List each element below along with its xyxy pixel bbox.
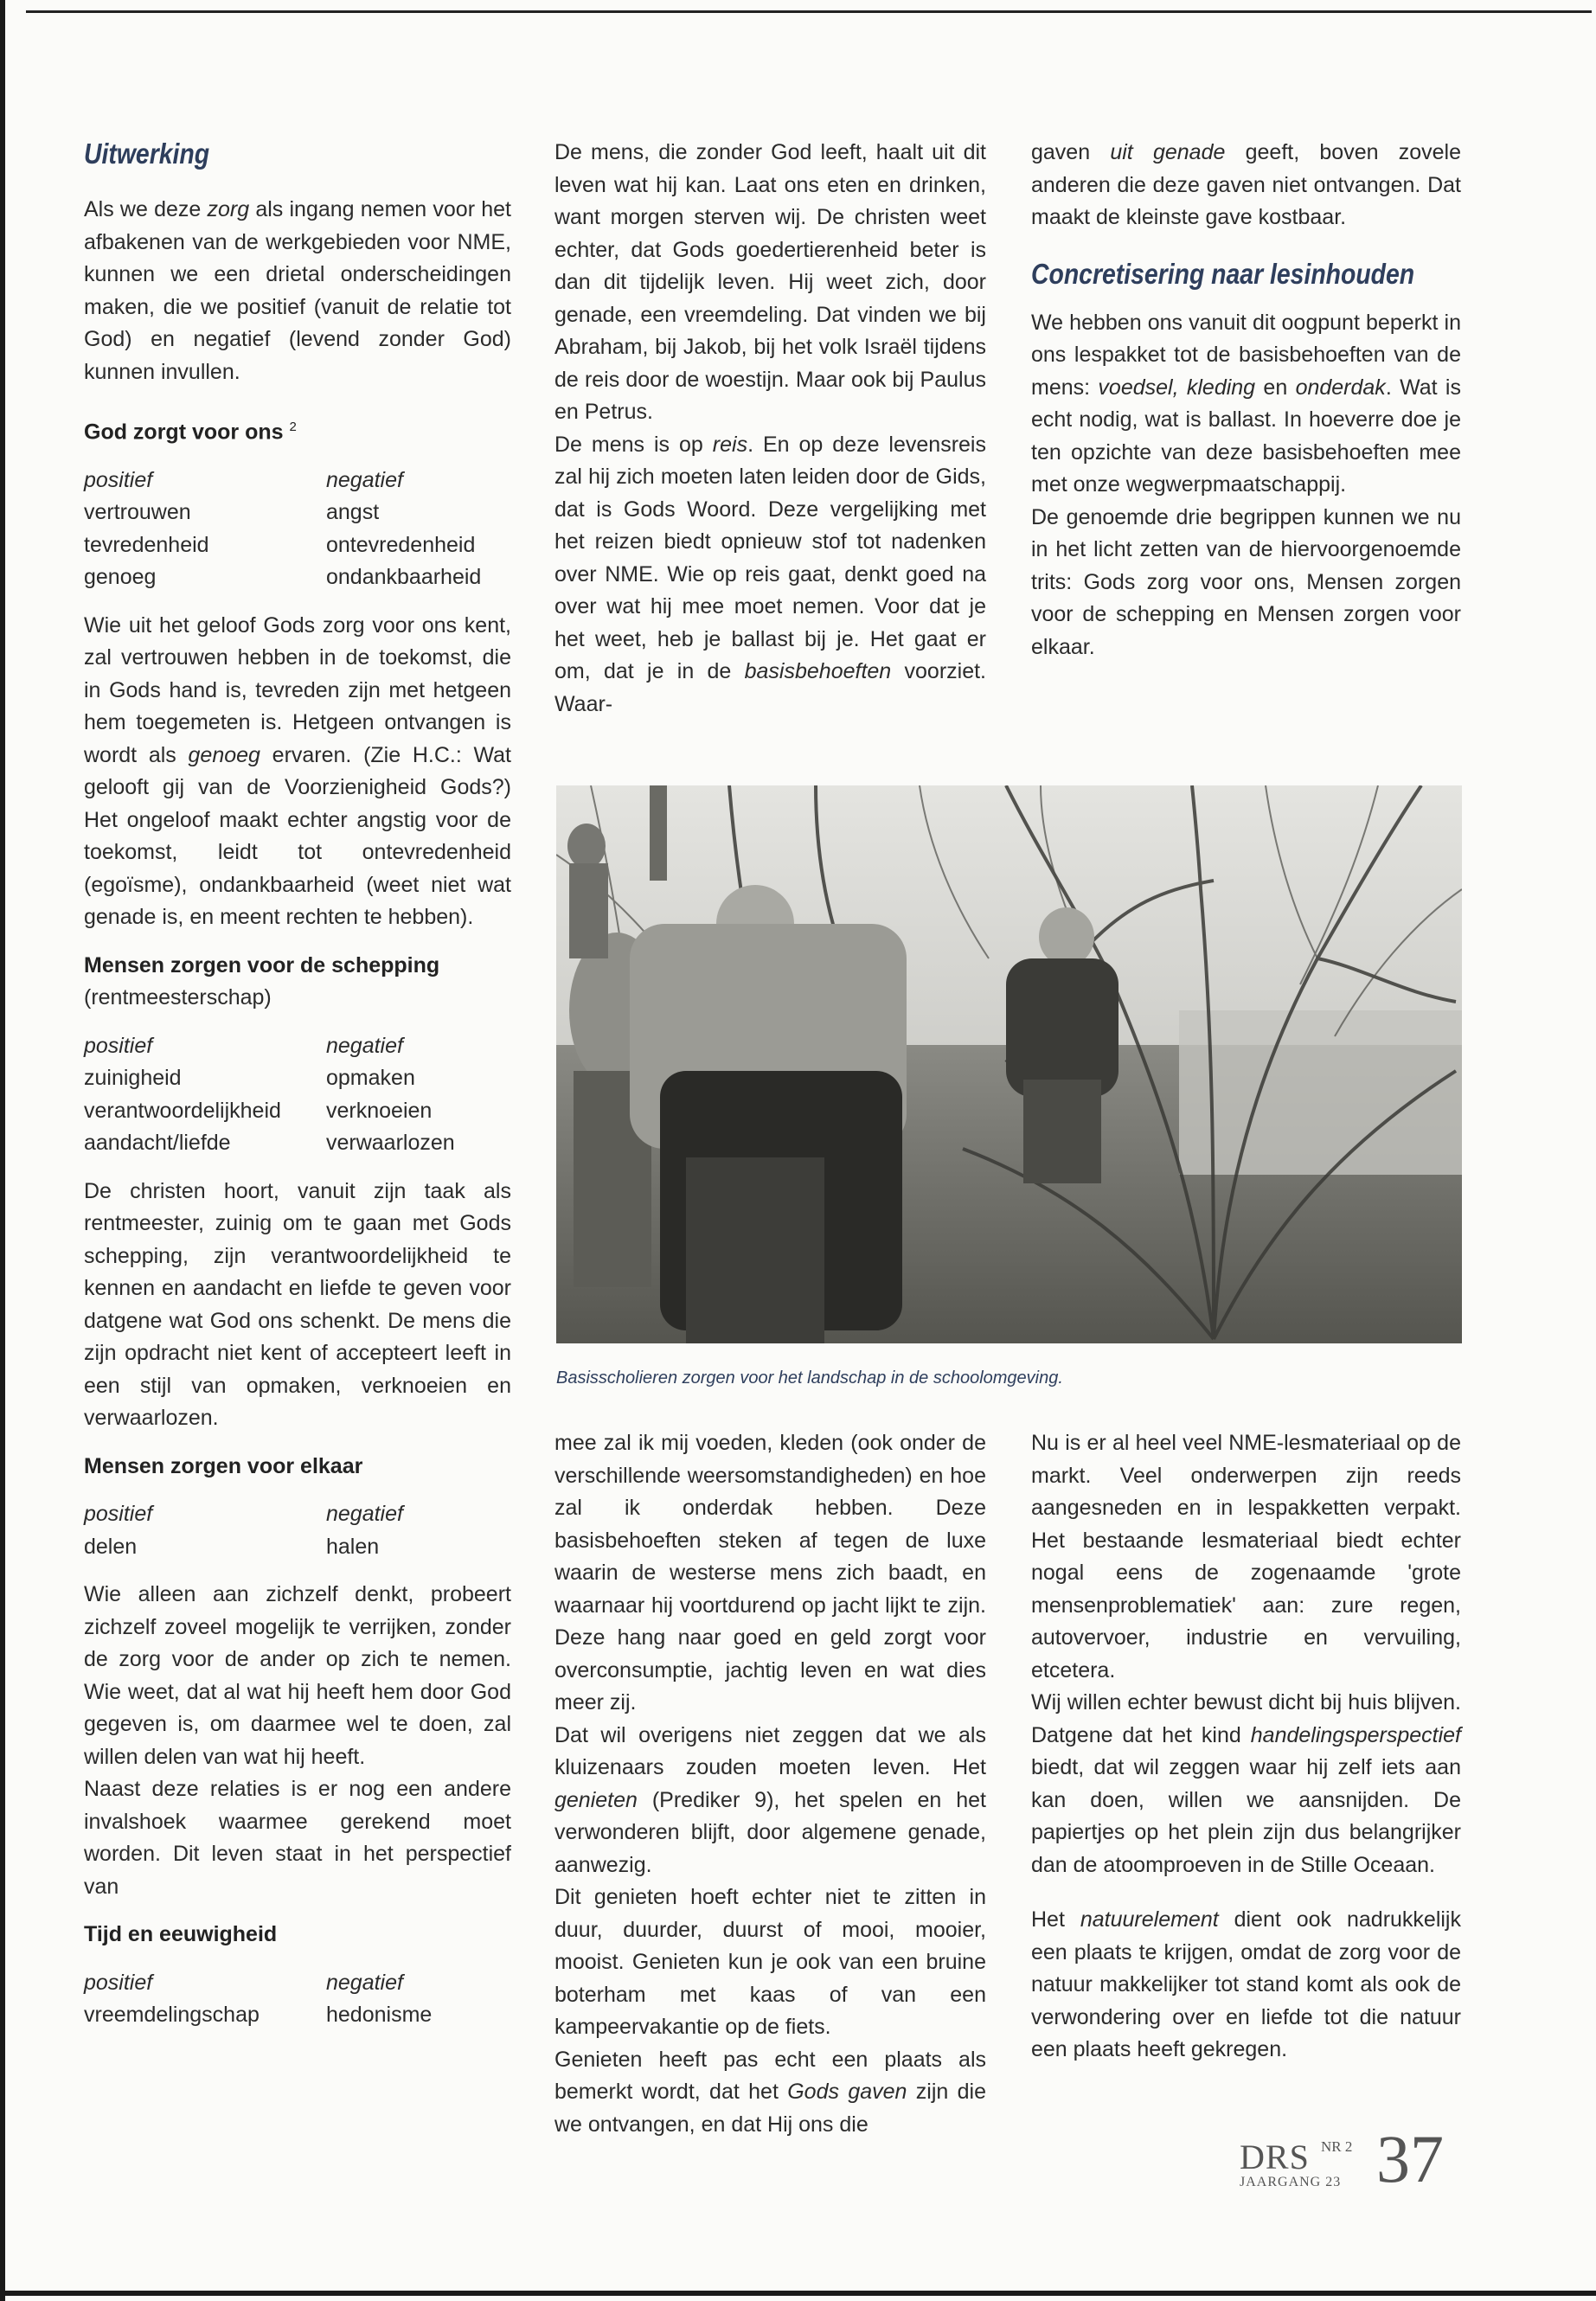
magazine-name: DRS [1240,2138,1310,2176]
paragraph-trits: De genoemde drie begrippen kunnen we nu in het licht zetten van de hiervoorgenoemde trits: Gods zorg voor ons, Mensen zorgen voor de schepping en Mensen zorgen voor elkaar. [1031,504,1461,659]
subheading-tijd-eeuwigheid: Tijd en eeuwigheid [84,1922,278,1947]
photo-caption: Basisscholieren zorgen voor het landschap in de schoolomgeving. [556,1368,1063,1388]
paragraph-gaven: gaven uit genade geeft, boven zovele anderen die deze gaven niet ontvangen. Dat maakt de kleinste gave kostbaar. [1031,140,1461,229]
pairs-cell-positive: aandacht/liefde [84,1131,231,1156]
pairs-cell-positive: positief [84,467,153,492]
paragraph-nme-lesmateriaal: Nu is er al heel veel NME-lesmateriaal op de markt. Veel onderwerpen zijn reeds aangesneden en in lespakketten verpakt. Het bestaande lesmateriaal biedt echter nogal eens de zogenaamde 'grote mensenproblematiek' aan: zure regen, autovervoer, industrie en vervuiling, etcetera. [1031,1431,1461,1682]
photo-illustration [556,785,1462,1343]
pairs-header-row [84,1967,511,2000]
section-heading-concretisering: Concretisering naar lesinhouden [1031,257,1415,290]
page-footer [1240,2121,1465,2197]
column-1 [84,137,511,2032]
pairs-cell-negative: angst [326,500,380,525]
pairs-row [84,497,511,529]
pairs-cell-negative: negatief [326,1502,403,1527]
pairs-cell-negative: negatief [326,1970,403,1995]
pairs-table-god-zorgt [84,465,511,594]
paragraph-schepping: De christen hoort, vanuit zijn taak als rentmeester, zuinig om te gaan met Gods schepping, zijn verantwoordelijkheid te kennen en aandacht en liefde te geven voor datgene wat God ons schenkt. De mens die zijn opdracht niet kent of accepteert leeft in een stijl van opmaken, verknoeien en verwaarlozen. [84,1178,511,1431]
subheading-elkaar: Mensen zorgen voor elkaar [84,1453,363,1478]
paragraph-zonder-god: De mens, die zonder God leeft, haalt uit dit leven wat hij kan. Laat ons eten en drinken, want morgen sterven wij. De christen weet echter, dat Gods goedertierenheid beter is dan dit tijdelijk leven. Hij weet zich, door genade, een vreemdeling. Dat vinden we bij Abraham, bij Jakob, bij het volk Israël tijdens de reis door de woestijn. Maar ook bij Paulus en Petrus. [554,140,986,424]
pairs-cell-negative: verwaarlozen [326,1131,455,1156]
intro-paragraph: Als we deze zorg als ingang nemen voor het afbakenen van de werkgebieden voor NME, kunnen we een drietal onderscheidingen maken, die we positief (vanuit de relatie tot God) en negatief (levend zonder God) kunnen invullen. [84,197,511,384]
pairs-cell-negative: halen [326,1534,380,1559]
column-3-bottom [1031,1427,1461,2067]
paragraph-kluizenaars: Dat wil overigens niet zeggen dat we als kluizenaars zouden moeten leven. Het genieten (Prediker 9), het spelen en het verwonderen blijft, door algemene genade, aanwezig. [554,1722,986,1877]
pairs-cell-positive: vreemdelingschap [84,2003,260,2028]
footnote-marker: 2 [289,420,297,434]
paragraph-gods-gaven: Genieten heeft pas echt een plaats als bemerkt wordt, dat het Gods gaven zijn die we ontvangen, en dat Hij ons die [554,2047,986,2137]
pairs-row [84,1531,511,1564]
pairs-cell-negative: opmaken [326,1066,415,1091]
paragraph-natuurelement: Het natuurelement dient ook nadrukkelijk een plaats te krijgen, omdat de zorg voor de natuur makkelijker tot stand komt als ook de verwondering over en liefde tot die natuur een plaats heeft gekregen. [1031,1907,1461,2061]
pairs-table-schepping [84,1030,511,1160]
section-heading-uitwerking: Uitwerking [84,138,210,170]
paragraph-genieten: Dit genieten hoeft echter niet te zitten in duur, duurder, duurst of mooi, mooier, mooist. Genieten kun je ook van een bruine boterham met kaas of van een kampeervakantie op de fiets. [554,1885,986,2039]
paragraph-reis: De mens is op reis. En op deze levensreis zal hij zich moeten laten leiden door de Gids, dat is Gods Woord. Deze vergelijking met het reizen biedt opnieuw stof tot nadenken over NME. Wie op reis gaat, denkt goed na over wat hij mee moet nemen. Voor dat je het weet, heb je ballast bij je. Het gaat er om, dat je in de basisbehoeften voorziet. Waar- [554,432,986,716]
subtitle-rentmeesterschap: (rentmeesterschap) [84,985,272,1010]
subheading-schepping: Mensen zorgen voor de schepping [84,952,440,977]
photo-children-landscape [556,785,1462,1343]
pairs-cell-negative: ontevredenheid [326,532,476,557]
paragraph-lespakket: We hebben ons vanuit dit oogpunt beperkt in ons lespakket tot de basisbehoeften van de mens: voedsel, kleding en onderdak. Wat is echt nodig, wat is ballast. In hoeverre doe je ten opzichte van deze basisbehoeften mee met onze wegwerpmaatschappij. [1031,310,1461,497]
pairs-cell-negative: negatief [326,467,403,492]
pairs-table-tijd [84,1967,511,2032]
pairs-cell-positive: positief [84,1033,153,1058]
pairs-cell-positive: vertrouwen [84,500,191,525]
top-rule [26,10,1592,13]
pairs-cell-positive: verantwoordelijkheid [84,1098,281,1123]
pairs-row [84,1127,511,1160]
pairs-header-row [84,1030,511,1063]
pairs-cell-positive: genoeg [84,565,157,590]
column-3-top [1031,137,1461,663]
pairs-cell-negative: hedonisme [326,2003,433,2028]
pairs-header-row [84,465,511,497]
pairs-cell-negative: verknoeien [326,1098,433,1123]
pairs-row [84,1999,511,2032]
pairs-cell-positive: zuinigheid [84,1066,182,1091]
paragraph-dicht-bij-huis: Wij willen echter bewust dicht bij huis blijven. Datgene dat het kind handelingsperspectief biedt, dat wil zeggen waar hij zelf iets aan kan doen, willen we aansnijden. De papiertjes op het plein zijn dus belangrijker dan de atoomproeven in de Stille Oceaan. [1031,1690,1461,1877]
pairs-cell-negative: ondankbaarheid [326,565,482,590]
page-number: 37 [1376,2121,1444,2196]
pairs-row [84,561,511,594]
pairs-cell-negative: negatief [326,1033,403,1058]
pairs-cell-positive: delen [84,1534,138,1559]
paragraph-god-zorgt: Wie uit het geloof Gods zorg voor ons kent, zal vertrouwen hebben in de toekomst, die in Gods hand is, tevreden zijn met hetgeen hem toegemeten is. Hetgeen ontvangen is wordt als genoeg ervaren. (Zie H.C.: Wat gelooft gij van de Voorzienigheid Gods?) Het ongeloof maakt echter angstig voor de toekomst, leidt tot ontevredenheid (egoïsme), ondankbaarheid (weet niet wat genade is, en meent rechten te hebben). [84,612,512,930]
issue-number: NR 2 [1321,2138,1353,2155]
pairs-header-row [84,1498,511,1531]
paragraph-invalshoek: Naast deze relaties is er nog een andere invalshoek waarmee gerekend moet worden. Dit leven staat in het perspectief van [84,1777,511,1899]
bottom-rule [0,2291,1596,2296]
paragraph-basisbehoeften: mee zal ik mij voeden, kleden (ook onder de verschillende weersomstandigheden) en hoe zal ik onderdak hebben. Deze basisbehoeften steken af tegen de luxe waarin de westerse mens zich baadt, en waarnaar hij voortdurend op jacht lijkt te zijn. Deze hang naar goed en geld zorgt voor overconsumptie, jachtig leven en wat dies meer zij. [554,1431,986,1715]
pairs-row [84,1062,511,1095]
pairs-cell-positive: tevredenheid [84,532,209,557]
pairs-cell-positive: positief [84,1970,153,1995]
pairs-row [84,1095,511,1128]
pairs-table-elkaar [84,1498,511,1563]
column-2-top [554,137,986,721]
volume-label: JAARGANG 23 [1240,2175,1342,2189]
paragraph-elkaar: Wie alleen aan zichzelf denkt, probeert zichzelf zoveel mogelijk te verrijken, zonder de zorg voor de ander op zich te nemen. Wie weet, dat al wat hij heeft hem door God gegeven is, om daarmee wel te doen, zal willen delen van wat hij heeft. [84,1582,511,1769]
subheading-god-zorgt: God zorgt voor ons $^2$ [84,420,297,445]
pairs-cell-positive: positief [84,1502,153,1527]
column-2-bottom [554,1427,986,2141]
left-edge-rule [0,0,5,2301]
pairs-row [84,529,511,562]
